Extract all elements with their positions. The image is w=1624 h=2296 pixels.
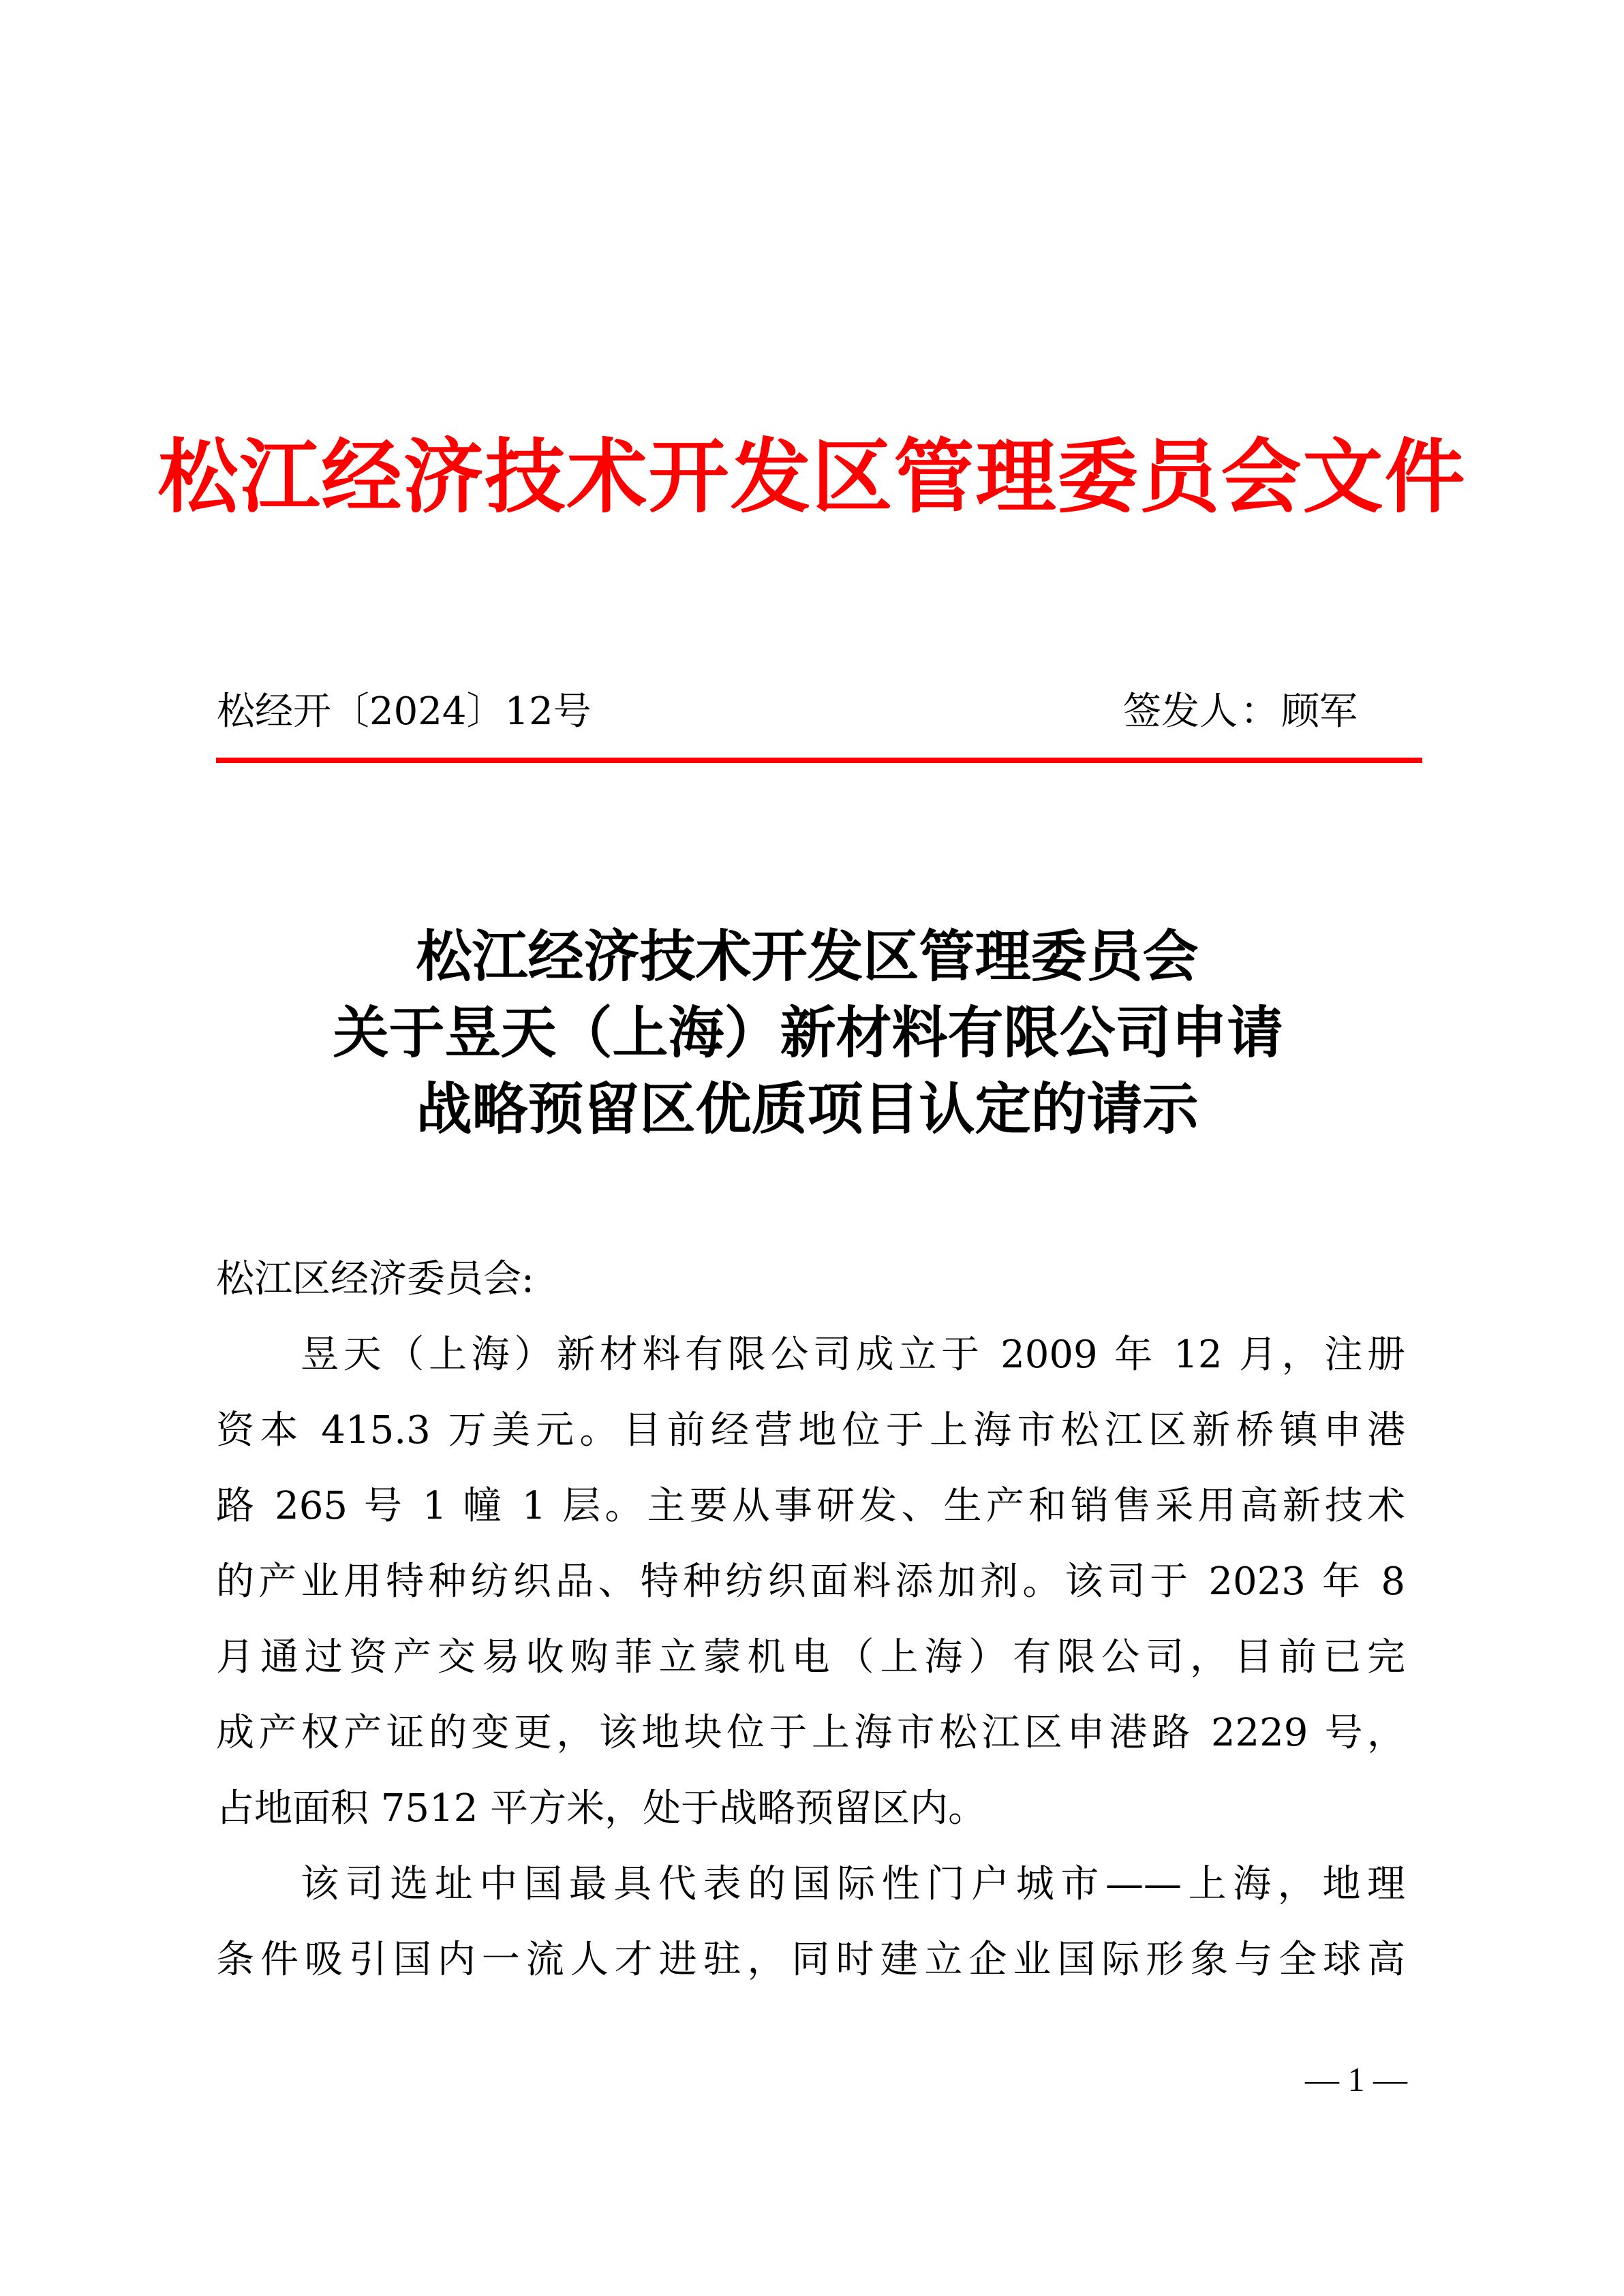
paragraph-line: 条件吸引国内一流人才进驻，同时建立企业国际形象与全球高 — [216, 1938, 1405, 1982]
title-line: 关于昱天（上海）新材料有限公司申请 — [333, 1000, 1283, 1066]
document-body — [216, 1241, 1405, 1998]
document-number: 松经开〔2024〕12号 — [217, 689, 592, 734]
paragraph-line: 资本 415.3 万美元。目前经营地位于上海市松江区新桥镇申港 — [216, 1408, 1405, 1453]
paragraph-line: 昱天（上海）新材料有限公司成立于 2009 年 12 月，注册 — [301, 1333, 1405, 1377]
addressee: 松江区经济委员会: — [216, 1257, 534, 1301]
signer-label: 签发人 — [1123, 689, 1238, 734]
paragraph-line: 的产业用特种纺织品、特种纺织面料添加剂。该司于 2023 年 8 — [216, 1560, 1405, 1604]
paragraph-line: 成产权产证的变更，该地块位于上海市松江区申港路 2229 号， — [216, 1711, 1405, 1755]
paragraph-line: 该司选址中国最具代表的国际性门户城市——上海，地理 — [301, 1862, 1405, 1906]
signer-separator: ： — [1240, 689, 1278, 734]
page-number: — 1 — — [1305, 2060, 1407, 2098]
signer-field — [1123, 685, 1358, 739]
issuing-authority-header: 松江经济技术开发区管理委员会文件 — [157, 429, 1467, 524]
title-line: 战略预留区优质项目认定的请示 — [416, 1076, 1199, 1142]
paragraph-line: 月通过资产交易收购菲立蒙机电（上海）有限公司，目前已完 — [216, 1635, 1405, 1679]
red-divider-rule — [216, 758, 1422, 763]
paragraph-line: 占地面积 7512 平方米，处于战略预留区内。 — [216, 1786, 987, 1831]
signer-name: 顾军 — [1281, 689, 1358, 734]
title-line: 松江经济技术开发区管理委员会 — [416, 924, 1199, 989]
paragraph-line: 路 265 号 1 幢 1 层。主要从事研发、生产和销售采用高新技术 — [216, 1484, 1405, 1528]
document-title — [0, 918, 1624, 1147]
